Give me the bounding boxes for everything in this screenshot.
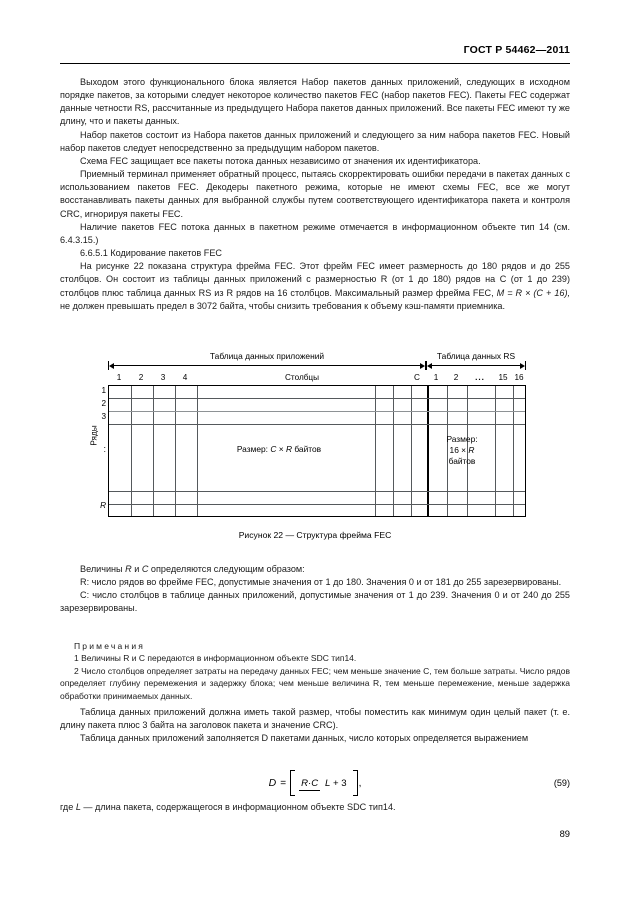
formula-equals: = [280, 777, 287, 789]
lastline-text: — длина пакета, содержащегося в информационном объекте SDC тип14. [80, 802, 396, 812]
lastline-prefix: где [60, 802, 76, 812]
app-table-size-label [189, 444, 369, 455]
rs-size-line2a: 16 × [449, 445, 469, 455]
notes-heading: Примечания [74, 641, 146, 651]
fec-text-part-2: не должен превышать предел в 3072 байта, чтобы снизить требования к объему кэш-памяти приемника. [60, 300, 505, 311]
grid-vline-rs-4 [513, 386, 514, 516]
row-label-1: 1 [101, 386, 106, 395]
page-header-standard: ГОСТ Р 54462—2011 [463, 44, 570, 56]
rs-col-header-2: 2 [453, 373, 459, 382]
formula-variable-explanation [60, 801, 570, 814]
formula-floor-brackets [290, 770, 357, 796]
figure-22-caption: Рисунок 22 — Структура фрейма FEC [238, 530, 392, 540]
col-header-1: 1 [116, 373, 122, 382]
rs-size-line2b: R [468, 445, 475, 455]
figure-span-arrows [108, 361, 526, 370]
tail-paragraph-1: Таблица данных приложений должна иметь такой размер, чтобы поместить как минимум один целый пакет (т. е. длину пакета плюс 3 байта на заголовок пакета и значение CRC). [60, 707, 570, 731]
floor-bracket-right-icon [353, 770, 358, 796]
tail-text-block [60, 706, 570, 745]
col-header-2: 2 [138, 373, 144, 382]
app-size-c: C [270, 444, 277, 454]
rs-size-line3: байтов [448, 456, 476, 466]
grid-vline-3 [175, 386, 176, 516]
fec-text-part-1: На рисунке 22 показана структура фрейма FEC. Этот фрейм FEC имеет размерность до 180 рядов и до 255 столбцов. Он состоит из таблицы данных приложений с размерностью R (от 1 до 180) рядов на С (от 1 до 239) столбцов плюс таблица данных RS из R рядов на 16 столбцов. Максимальный размер фрейма FEC, [60, 261, 570, 298]
rs-table-span-arrow [426, 361, 526, 370]
arrow-left-icon [109, 363, 114, 369]
grid-divider-app-rs [427, 386, 429, 516]
grid-vline-6 [393, 386, 394, 516]
rs-col-header-15: 15 [498, 373, 508, 382]
row-label-r: R [100, 501, 106, 510]
fraction-numerator [299, 778, 320, 791]
row-label-3: 3 [101, 412, 106, 421]
definition-r: R: число рядов во фрейме FEC, допустимые значения от 1 до 180. Значения 0 и от 181 до 255 зарезервированы. [80, 577, 562, 588]
formula-lhs-d: D [268, 777, 277, 789]
fec-frame-grid [108, 385, 526, 517]
grid-vline-1 [131, 386, 132, 516]
intro-b: определяются следующим образом: [148, 564, 305, 574]
intro-a: Величины [80, 564, 126, 574]
tick-right-icon [525, 361, 526, 370]
definition-c: C: число столбцов в таблице данных приложений, допустимые значения от 1 до 239. Значения 0 и от 240 до 255 зарезервированы. [60, 590, 570, 614]
formula-fraction [295, 778, 352, 789]
rs-col-header-ellipsis: ... [475, 373, 485, 382]
denominator-l: L [324, 777, 331, 789]
intro-var-r: R [125, 564, 132, 574]
span-line [430, 365, 522, 366]
formula-59-block [60, 770, 570, 804]
note-item-2: 2 Число столбцов определяет затраты на передачу данных FEC; чем меньше значение C, тем больше затраты. Число рядов определяет глубину перемежения и задержку блока; чем меньше величина R, тем меньше перемежение, меньше задержка обработки принимаемых данных. [60, 665, 571, 701]
app-table-title: Таблица данных приложений [209, 351, 325, 361]
numerator-r: R [301, 777, 309, 789]
grid-hline-2 [109, 411, 525, 412]
grid-vline-5 [375, 386, 376, 516]
grid-hline-5 [109, 504, 525, 505]
denominator-plus: + 3 [330, 777, 347, 789]
grid-vline-7 [411, 386, 412, 516]
body-text-block [60, 76, 570, 313]
col-header-4: 4 [182, 373, 188, 382]
fraction-denominator [323, 777, 349, 789]
lastline-var-l: L [75, 802, 81, 812]
intro-var-c: C [141, 564, 149, 574]
row-label-2: 2 [101, 399, 106, 408]
intro-and: и [131, 564, 142, 574]
col-header-3: 3 [160, 373, 166, 382]
tail-paragraph-2: Таблица данных приложений заполняется D пакетами данных, число которых определяется выражением [80, 733, 529, 744]
paragraph-2: Набор пакетов состоит из Набора пакетов данных приложений и следующего за ним набора пакетов FEC. Новый набор пакетов следует непосредственно за предыдущим набором пакетов. [60, 129, 570, 153]
paragraph-1: Выходом этого функционального блока является Набор пакетов данных приложений, следующих в исходном порядке пакетов, за которыми следует некоторое количество пакетов FEC (набор пакетов FEC). Пакеты FEC содержат данные четности RS, рассчитанные из предыдущего Набора пакетов данных приложений. Все пакеты FEC имеют ту же длину, что и пакеты данных. [60, 77, 570, 127]
formula-number-59: (59) [553, 778, 570, 788]
rs-table-size-label [431, 434, 493, 467]
col-header-c: C [414, 373, 420, 382]
header-divider [60, 63, 570, 64]
grid-hline-4 [109, 491, 525, 492]
row-label-ellipsis: : [103, 444, 106, 454]
span-line [112, 365, 422, 366]
numerator-dot: · [308, 777, 312, 789]
rs-table-title: Таблица данных RS [436, 351, 516, 361]
paragraph-3: Схема FEC защищает все пакеты потока данных независимо от значения их идентификатора. [80, 155, 481, 166]
grid-hline-1 [109, 398, 525, 399]
page-number: 89 [559, 828, 570, 839]
paragraph-5: Наличие пакетов FEC потока данных в пакетном режиме отмечается в информационном объекте тип 14 (см. 6.4.3.15.) [60, 221, 570, 245]
paragraph-4: Приемный терминал применяет обратный процесс, пытаясь скорректировать ошибки передачи в пакетах данных с использованием пакетов FEC. Декодеры пакетного режима, которые не имеют схемы FEC, все же могут восстанавливать пакеты данных для выбранной службы путем соответствующего идентификатора пакета и контроля CRC, игнорируя пакеты FEC. [60, 169, 570, 219]
app-table-span-arrow [108, 361, 426, 370]
fec-inline-formula: M = R × (C + 16), [496, 287, 570, 298]
rs-col-header-16: 16 [514, 373, 524, 382]
grid-hline-3 [109, 424, 525, 425]
paragraph-definitions-intro [60, 563, 570, 576]
column-headers-row [108, 370, 526, 385]
figure-section-titles [108, 348, 526, 361]
rs-col-header-1: 1 [433, 373, 439, 382]
grid-vline-2 [153, 386, 154, 516]
rs-size-line1: Размер: [446, 434, 478, 444]
paragraph-fec-frame [60, 260, 570, 313]
rows-axis-caption: Ряды [89, 425, 99, 446]
formula-59 [60, 770, 570, 796]
col-header-stolbcy: Столбцы [285, 373, 319, 382]
arrow-left-icon [427, 363, 432, 369]
app-size-prefix: Размер: [236, 444, 271, 454]
app-size-times: × [276, 444, 286, 454]
grid-vline-rs-3 [495, 386, 496, 516]
formula-trailing-comma: , [358, 777, 362, 789]
app-size-suffix: байтов [292, 444, 322, 454]
figure-grid-wrapper [89, 385, 526, 517]
lower-text-block [60, 563, 570, 616]
notes-block [60, 640, 570, 702]
app-size-r: R [285, 444, 292, 454]
figure-22-fec-frame-structure [89, 348, 526, 517]
section-heading-6651: 6.6.5.1 Кодирование пакетов FEC [80, 248, 222, 259]
row-labels-column [93, 385, 106, 517]
note-item-1: 1 Величины R и C передаются в информационном объекте SDC тип14. [74, 653, 357, 664]
numerator-c: C [311, 777, 319, 789]
